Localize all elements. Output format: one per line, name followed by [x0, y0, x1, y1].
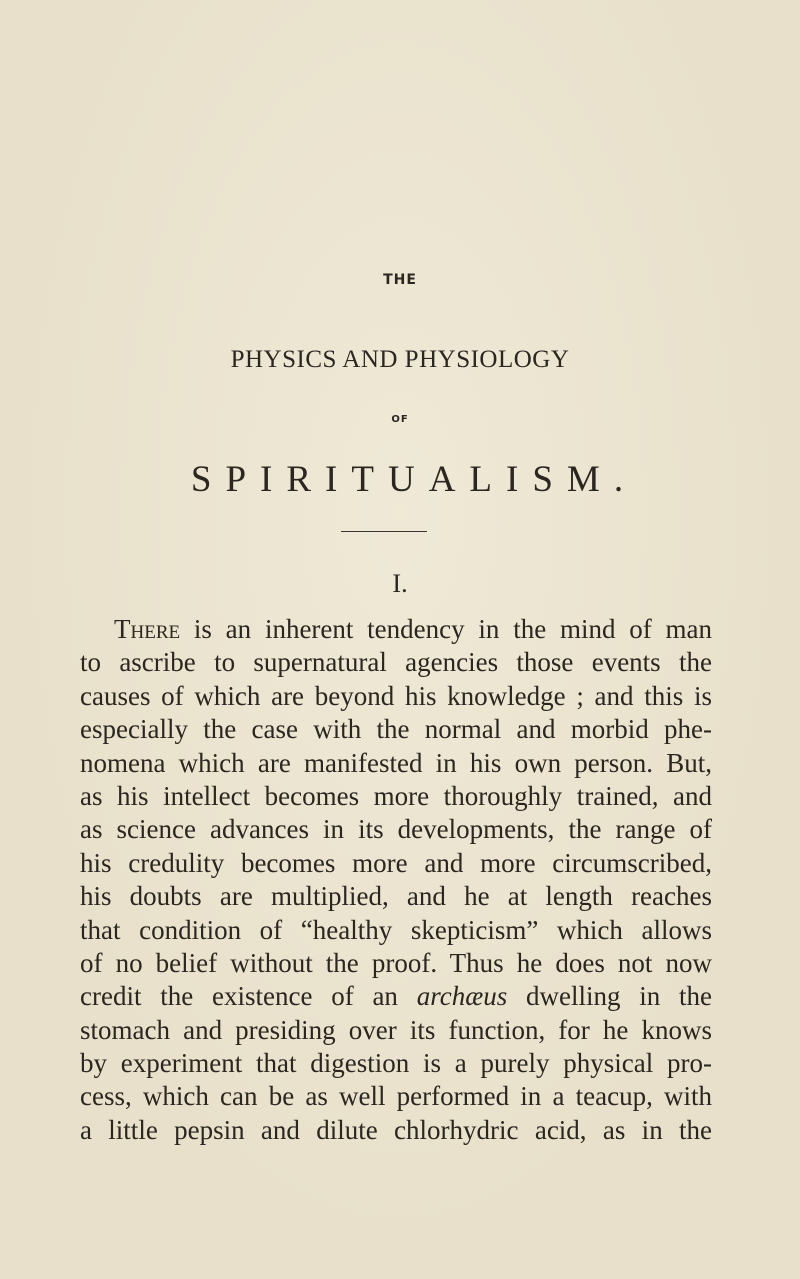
line-text: credit the existence of an: [80, 981, 417, 1012]
line-text: is an inherent tendency in the mind of man: [180, 614, 712, 644]
title-subject: SPIRITUALISM.: [190, 459, 638, 500]
paragraph-line: causes of which are beyond his knowledge ; and this is: [80, 680, 712, 711]
paragraph-line: cess, which can be as well performed in a teacup, with: [80, 1081, 712, 1112]
paragraph-line: as his intellect becomes more thoroughly trained, and: [80, 780, 712, 811]
title-divider-rule: [341, 531, 427, 532]
paragraph-line: his credulity becomes more and more circumscribed,: [80, 847, 712, 878]
paragraph-line: to ascribe to supernatural agencies those events the: [80, 647, 712, 678]
title-connector-of: OF: [391, 414, 409, 425]
paragraph-line: his doubts are multiplied, and he at length reaches: [80, 881, 712, 912]
paragraph-line: of no belief without the proof. Thus he does not now: [80, 947, 712, 978]
paragraph-line: nomena which are manifested in his own person. But,: [80, 747, 712, 778]
drop-word: There: [114, 614, 181, 644]
paragraph-line: that condition of “healthy skepticism” which allows: [80, 914, 712, 945]
paragraph-line: especially the case with the normal and morbid phe-: [80, 714, 712, 745]
section-number: I.: [392, 569, 408, 598]
line-text: dwelling in the: [507, 981, 712, 1012]
paragraph-line: as science advances in its developments, the range of: [80, 814, 712, 845]
paragraph-line: a little pepsin and dilute chlorhydric acid, as in the: [80, 1114, 712, 1145]
paragraph-line: by experiment that digestion is a purely physical pro-: [80, 1048, 712, 1079]
body-paragraph: [80, 613, 712, 1147]
italic-term: archæus: [416, 981, 508, 1012]
paragraph-line: stomach and presiding over its function, for he knows: [80, 1014, 712, 1045]
title-prefix-the: THE: [383, 272, 417, 288]
paragraph-line: [80, 980, 712, 1013]
paragraph-line: [80, 613, 712, 646]
main-title: PHYSICS AND PHYSIOLOGY: [230, 346, 570, 373]
